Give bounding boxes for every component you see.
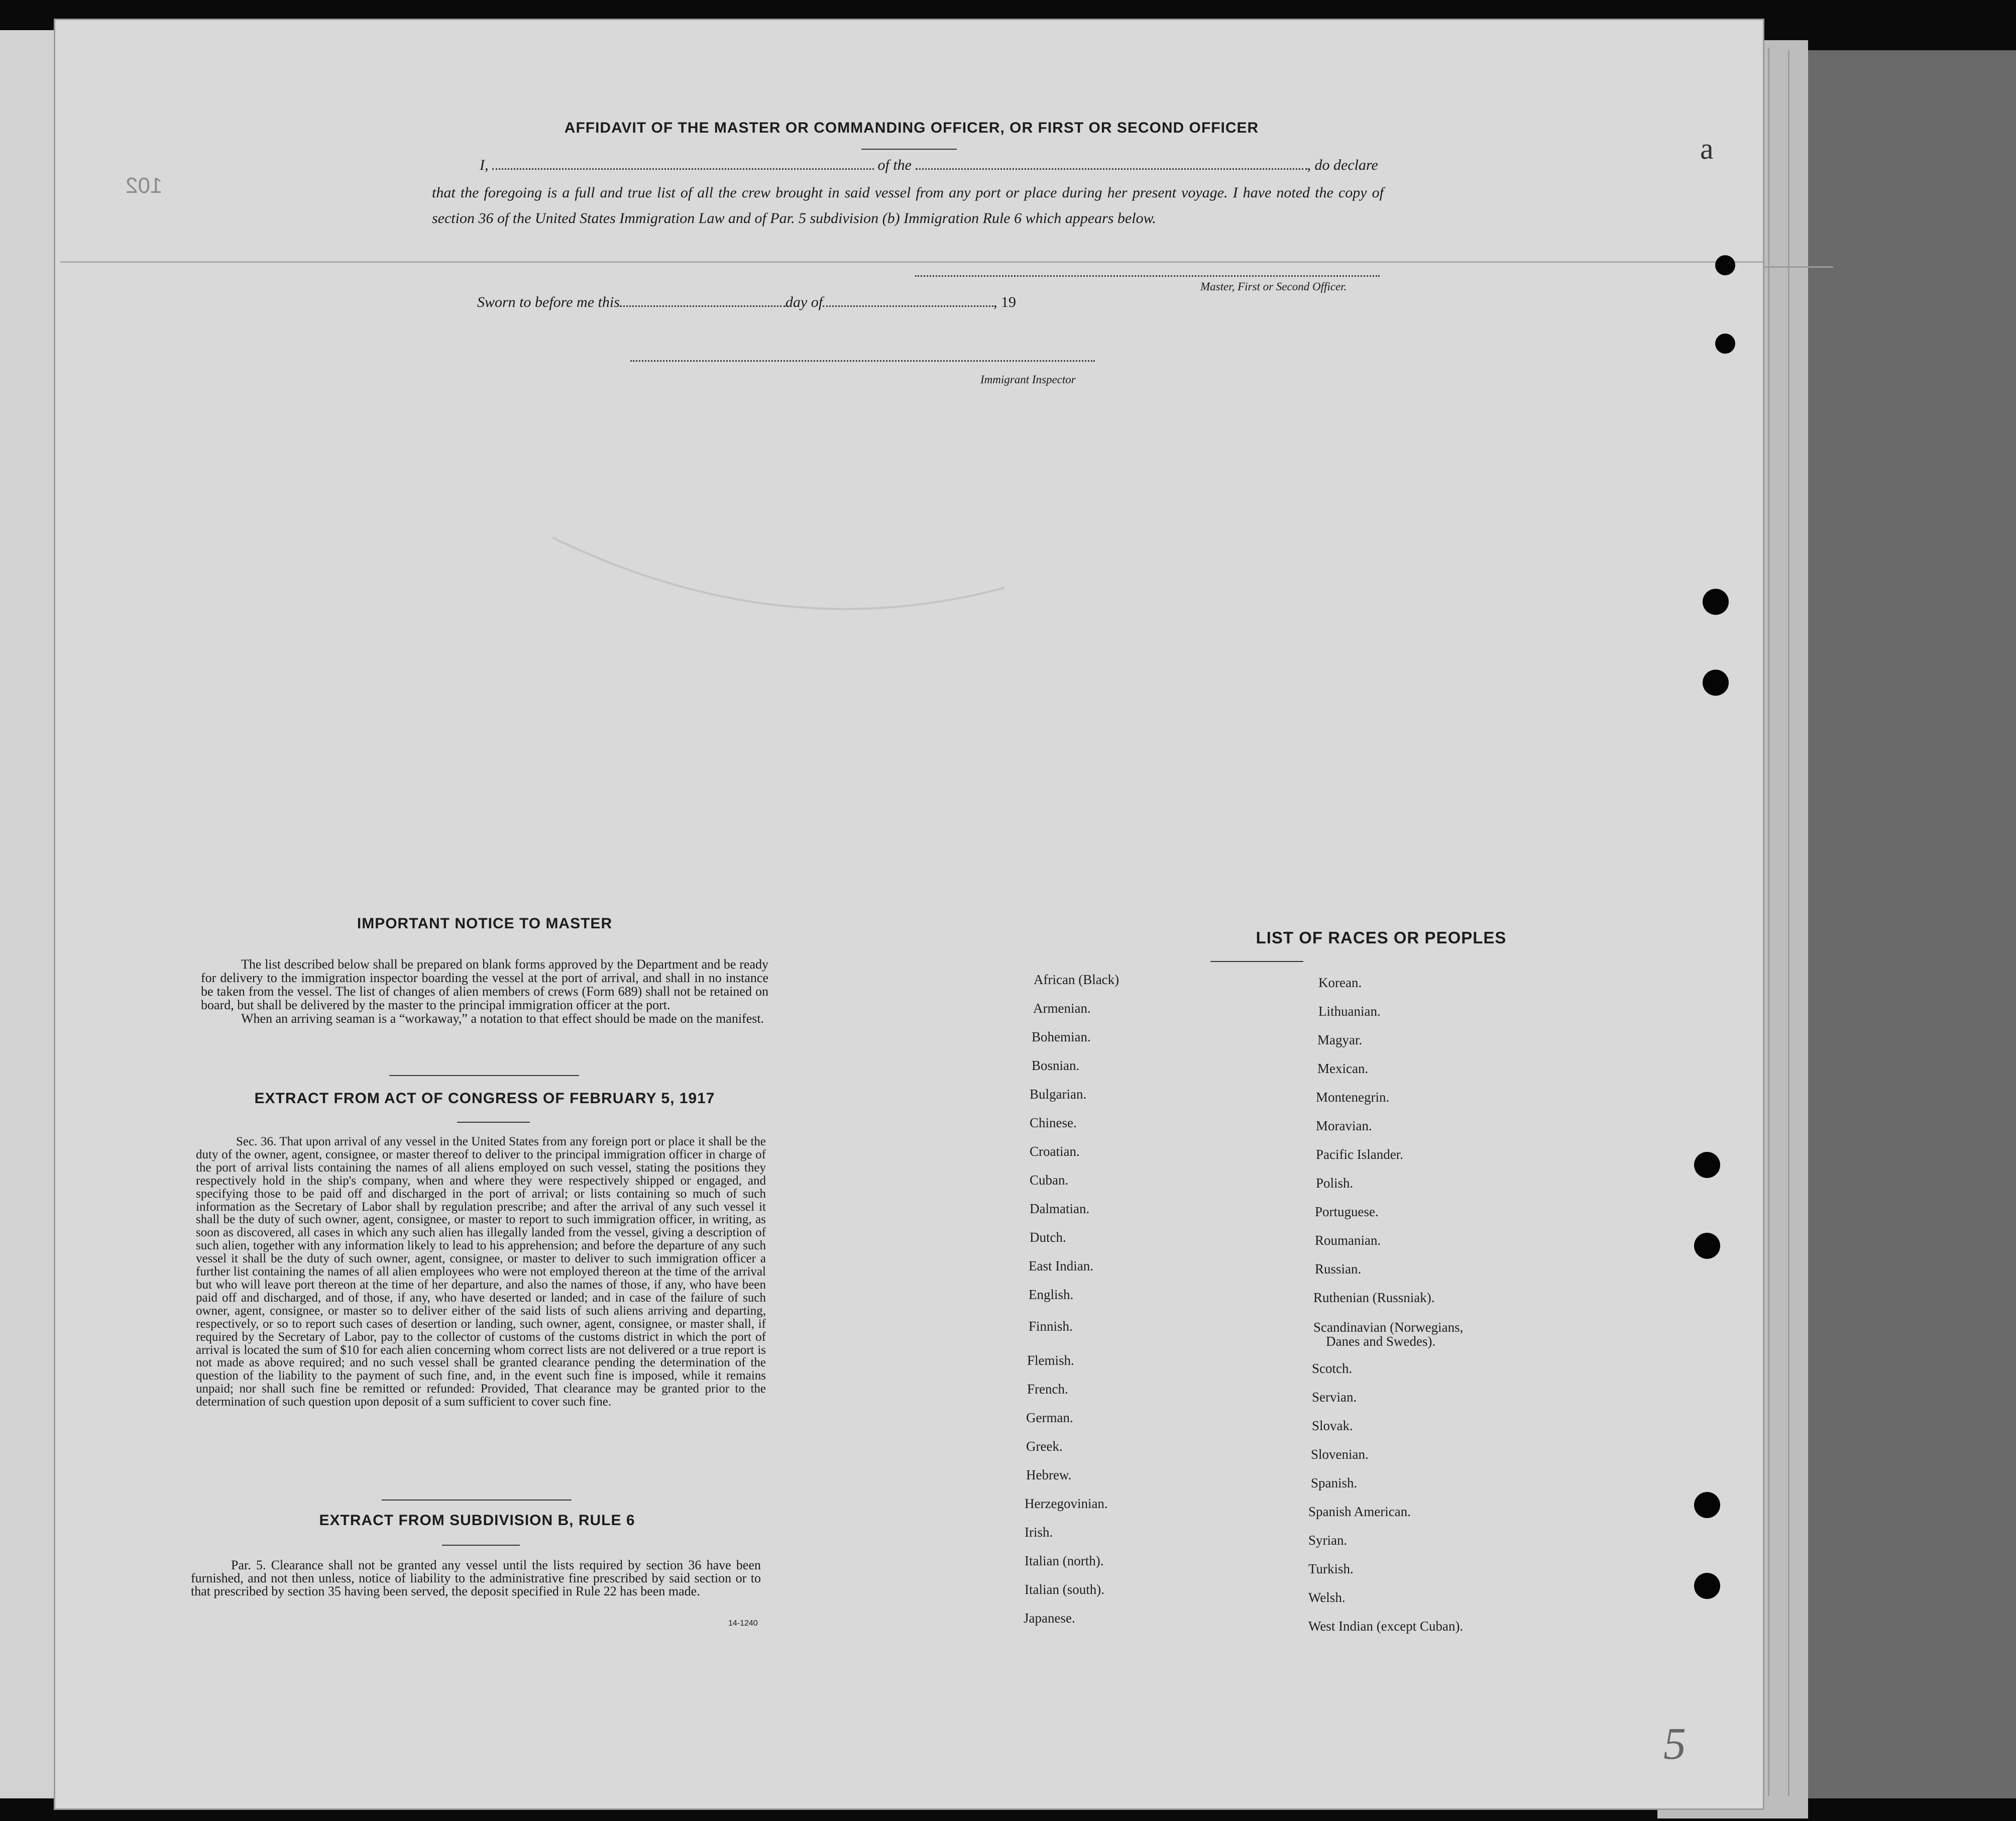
act-body bbox=[196, 1135, 766, 1409]
race-item: Welsh. bbox=[1308, 1590, 1346, 1605]
race-item: Turkish. bbox=[1308, 1561, 1354, 1576]
bleed-through-line bbox=[60, 261, 1763, 263]
rule-title: EXTRACT FROM SUBDIVISION B, RULE 6 bbox=[319, 1512, 635, 1529]
binder-hole bbox=[1703, 670, 1729, 696]
race-item: Cuban. bbox=[1030, 1172, 1069, 1188]
binder-hole bbox=[1694, 1492, 1720, 1518]
year-label: , 19 bbox=[993, 294, 1017, 310]
affidavit-text bbox=[432, 151, 1386, 231]
name-blank bbox=[492, 168, 874, 170]
affidavit-of-label: of the bbox=[877, 157, 912, 173]
section-divider bbox=[382, 1499, 572, 1501]
fold-crease bbox=[552, 527, 1004, 628]
race-item: Servian. bbox=[1312, 1389, 1357, 1405]
race-item: Danes and Swedes). bbox=[1326, 1334, 1436, 1349]
race-item: East Indian. bbox=[1029, 1258, 1093, 1273]
binder-hole bbox=[1715, 334, 1735, 354]
race-item: Slovenian. bbox=[1311, 1447, 1369, 1462]
page-edge-line bbox=[1788, 50, 1789, 1796]
race-item: French. bbox=[1027, 1381, 1068, 1397]
signature-line bbox=[915, 275, 1380, 277]
race-item: Mexican. bbox=[1317, 1061, 1369, 1076]
race-item: Dalmatian. bbox=[1030, 1201, 1090, 1216]
race-item: Dutch. bbox=[1030, 1230, 1066, 1245]
title-underline bbox=[442, 1545, 520, 1546]
notice-body bbox=[201, 957, 768, 1025]
race-item: Croatian. bbox=[1030, 1144, 1080, 1159]
notice-paragraph: The list described below shall be prepared on blank forms approved by the Department and be ready for delivery to the immigration inspector boarding the vessel at the port of arrival, and shall in no instance be taken from the vessel. The list of changes of alien members of crews (Form 689) shall not be retained on board, but shall be delivered by the master to the principal immigration officer at the port. bbox=[201, 957, 768, 1012]
race-item: Syrian. bbox=[1308, 1533, 1348, 1548]
act-title: EXTRACT FROM ACT OF CONGRESS OF FEBRUARY 5, 1917 bbox=[254, 1090, 715, 1107]
race-item: Pacific Islander. bbox=[1316, 1147, 1403, 1162]
race-item: Russian. bbox=[1315, 1261, 1362, 1276]
race-item: Scotch. bbox=[1312, 1361, 1353, 1376]
sworn-label: Sworn to before me this bbox=[477, 294, 620, 310]
race-item: Montenegrin. bbox=[1316, 1090, 1390, 1105]
binder-hole bbox=[1694, 1233, 1720, 1259]
race-item: Moravian. bbox=[1316, 1118, 1372, 1133]
race-item: Slovak. bbox=[1312, 1418, 1353, 1433]
race-item: Spanish American. bbox=[1308, 1504, 1411, 1519]
race-item: German. bbox=[1026, 1410, 1073, 1425]
race-item: Irish. bbox=[1025, 1525, 1053, 1540]
race-item: Korean. bbox=[1318, 975, 1362, 990]
document-page bbox=[55, 20, 1763, 1808]
handwritten-mark: a bbox=[1700, 132, 1714, 165]
inspector-label: Immigrant Inspector bbox=[980, 373, 1076, 386]
act-paragraph: Sec. 36. That upon arrival of any vessel in the United States from any foreign port or place it shall be the duty of the owner, agent, consignee, or master thereof to deliver to the principal immigration officer in charge of the port of arrival lists containing the names of all aliens employed on such vessel, stating the positions they respectively hold in the ship's company, when and where they were respectively shipped or engaged, and specifying those to be paid off and discharged in the port of arrival; or lists containing so much of such information as the Secretary of Labor shall by regulation prescribe; and after the arrival of any such vessel it shall be the duty of such owner, agent, consignee, or master to report to such immigration officer, in writing, as soon as discovered, all cases in which any such alien has illegally landed from the vessel, giving a description of such alien, together with any information likely to lead to his apprehension; and before the departure of any such vessel it shall be the duty of such owner, agent, consignee, or master to deliver to such immigration officer a further list containing the names of all alien employees who were not employed thereon at the time of the arrival but who will leave port thereon at the time of her departure, and also the names of those, if any, who have been paid off and discharged, and of those, if any, who have deserted or landed; and in case of the failure of such owner, agent, consignee, or master so to deliver either of the said lists of such aliens arriving and departing, respectively, or so to report such cases of desertion or landing, such owner, agent, consignee, or master shall, if required by the Secretary of Labor, pay to the collector of customs of the customs district in which the port of arrival is located the sum of $10 for each alien concerning whom correct lists are not delivered or a true report is not made as above required; and no such vessel shall be granted clearance pending the determination of the question of the liability to the payment of such fine, and, in the event such fine is imposed, while it remains unpaid; nor shall such fine be remitted or refunded: Provided, That clearance may be granted prior to the determination of such question upon deposit of a sum sufficient to cover such fine. bbox=[196, 1135, 766, 1409]
notice-title: IMPORTANT NOTICE TO MASTER bbox=[357, 915, 613, 932]
binder-hole bbox=[1703, 589, 1729, 615]
race-item: Chinese. bbox=[1030, 1115, 1077, 1130]
rule-body bbox=[191, 1559, 761, 1598]
title-underline bbox=[1210, 961, 1303, 962]
race-item: Greek. bbox=[1026, 1439, 1063, 1454]
race-item: Japanese. bbox=[1024, 1611, 1075, 1626]
race-item: Bulgarian. bbox=[1030, 1087, 1087, 1102]
race-item: Hebrew. bbox=[1026, 1467, 1072, 1482]
race-item: Italian (north). bbox=[1025, 1553, 1104, 1568]
binder-hole bbox=[1715, 255, 1735, 275]
form-number: 14-1240 bbox=[728, 1619, 758, 1628]
binder-hole bbox=[1694, 1152, 1720, 1178]
bleed-through-number: 102 bbox=[126, 173, 163, 198]
title-underline bbox=[457, 1122, 530, 1123]
vessel-blank bbox=[916, 168, 1307, 170]
race-item: Flemish. bbox=[1027, 1353, 1074, 1368]
notice-paragraph: When an arriving seaman is a “workaway,” a notation to that effect should be made on the manifest. bbox=[241, 1011, 764, 1026]
race-item: Spanish. bbox=[1311, 1475, 1358, 1490]
binder-hole bbox=[1694, 1573, 1720, 1599]
race-item: Finnish. bbox=[1029, 1319, 1073, 1334]
race-item: Roumanian. bbox=[1315, 1233, 1381, 1248]
race-item: Magyar. bbox=[1317, 1032, 1363, 1047]
inspector-line bbox=[630, 360, 1095, 362]
race-item: Polish. bbox=[1316, 1175, 1354, 1191]
signature-label: Master, First or Second Officer. bbox=[1200, 280, 1347, 293]
affidavit-body: that the foregoing is a full and true list of all the crew brought in said vessel from any port or place during her present voyage. I have noted the copy of section 36 of the United States Immigration Law and of Par. 5 subdivision (b) Immigration Rule 6 which appears below. bbox=[432, 184, 1384, 227]
page-edge-line bbox=[1763, 266, 1833, 268]
sworn-line bbox=[477, 294, 1016, 311]
title-underline bbox=[861, 149, 957, 150]
race-item: Ruthenian (Russniak). bbox=[1313, 1290, 1435, 1305]
section-divider bbox=[389, 1075, 579, 1076]
day-blank bbox=[620, 305, 786, 307]
month-blank bbox=[823, 305, 993, 307]
affidavit-title: AFFIDAVIT OF THE MASTER OR COMMANDING OFFICER, OR FIRST OR SECOND OFFICER bbox=[564, 120, 1259, 136]
day-of-label: day of bbox=[785, 294, 823, 310]
race-item: Italian (south). bbox=[1025, 1582, 1104, 1597]
race-item: Herzegovinian. bbox=[1025, 1496, 1108, 1511]
races-title: LIST OF RACES OR PEOPLES bbox=[1256, 928, 1507, 947]
affidavit-declare-label: , do declare bbox=[1307, 157, 1378, 173]
page-edge-line bbox=[1768, 48, 1769, 1796]
race-item: Lithuanian. bbox=[1318, 1004, 1381, 1019]
affidavit-i-label: I, bbox=[480, 157, 489, 173]
race-item: Armenian. bbox=[1033, 1001, 1091, 1016]
race-item: West Indian (except Cuban). bbox=[1308, 1619, 1464, 1634]
race-item: English. bbox=[1029, 1287, 1074, 1302]
race-item: Scandinavian (Norwegians, bbox=[1313, 1320, 1464, 1335]
race-item: Bohemian. bbox=[1032, 1029, 1091, 1044]
rule-paragraph: Par. 5. Clearance shall not be granted any vessel until the lists required by section 36 have been furnished, and not then unless, notice of liability to the administrative fine prescribed by said section or to that prescribed by section 35 having been served, the deposit specified in Rule 22 has been made. bbox=[191, 1558, 761, 1598]
handwritten-mark: 5 bbox=[1663, 1719, 1686, 1769]
race-item: Bosnian. bbox=[1032, 1058, 1080, 1073]
race-item: African (Black) bbox=[1034, 972, 1119, 987]
race-item: Portuguese. bbox=[1315, 1204, 1379, 1219]
